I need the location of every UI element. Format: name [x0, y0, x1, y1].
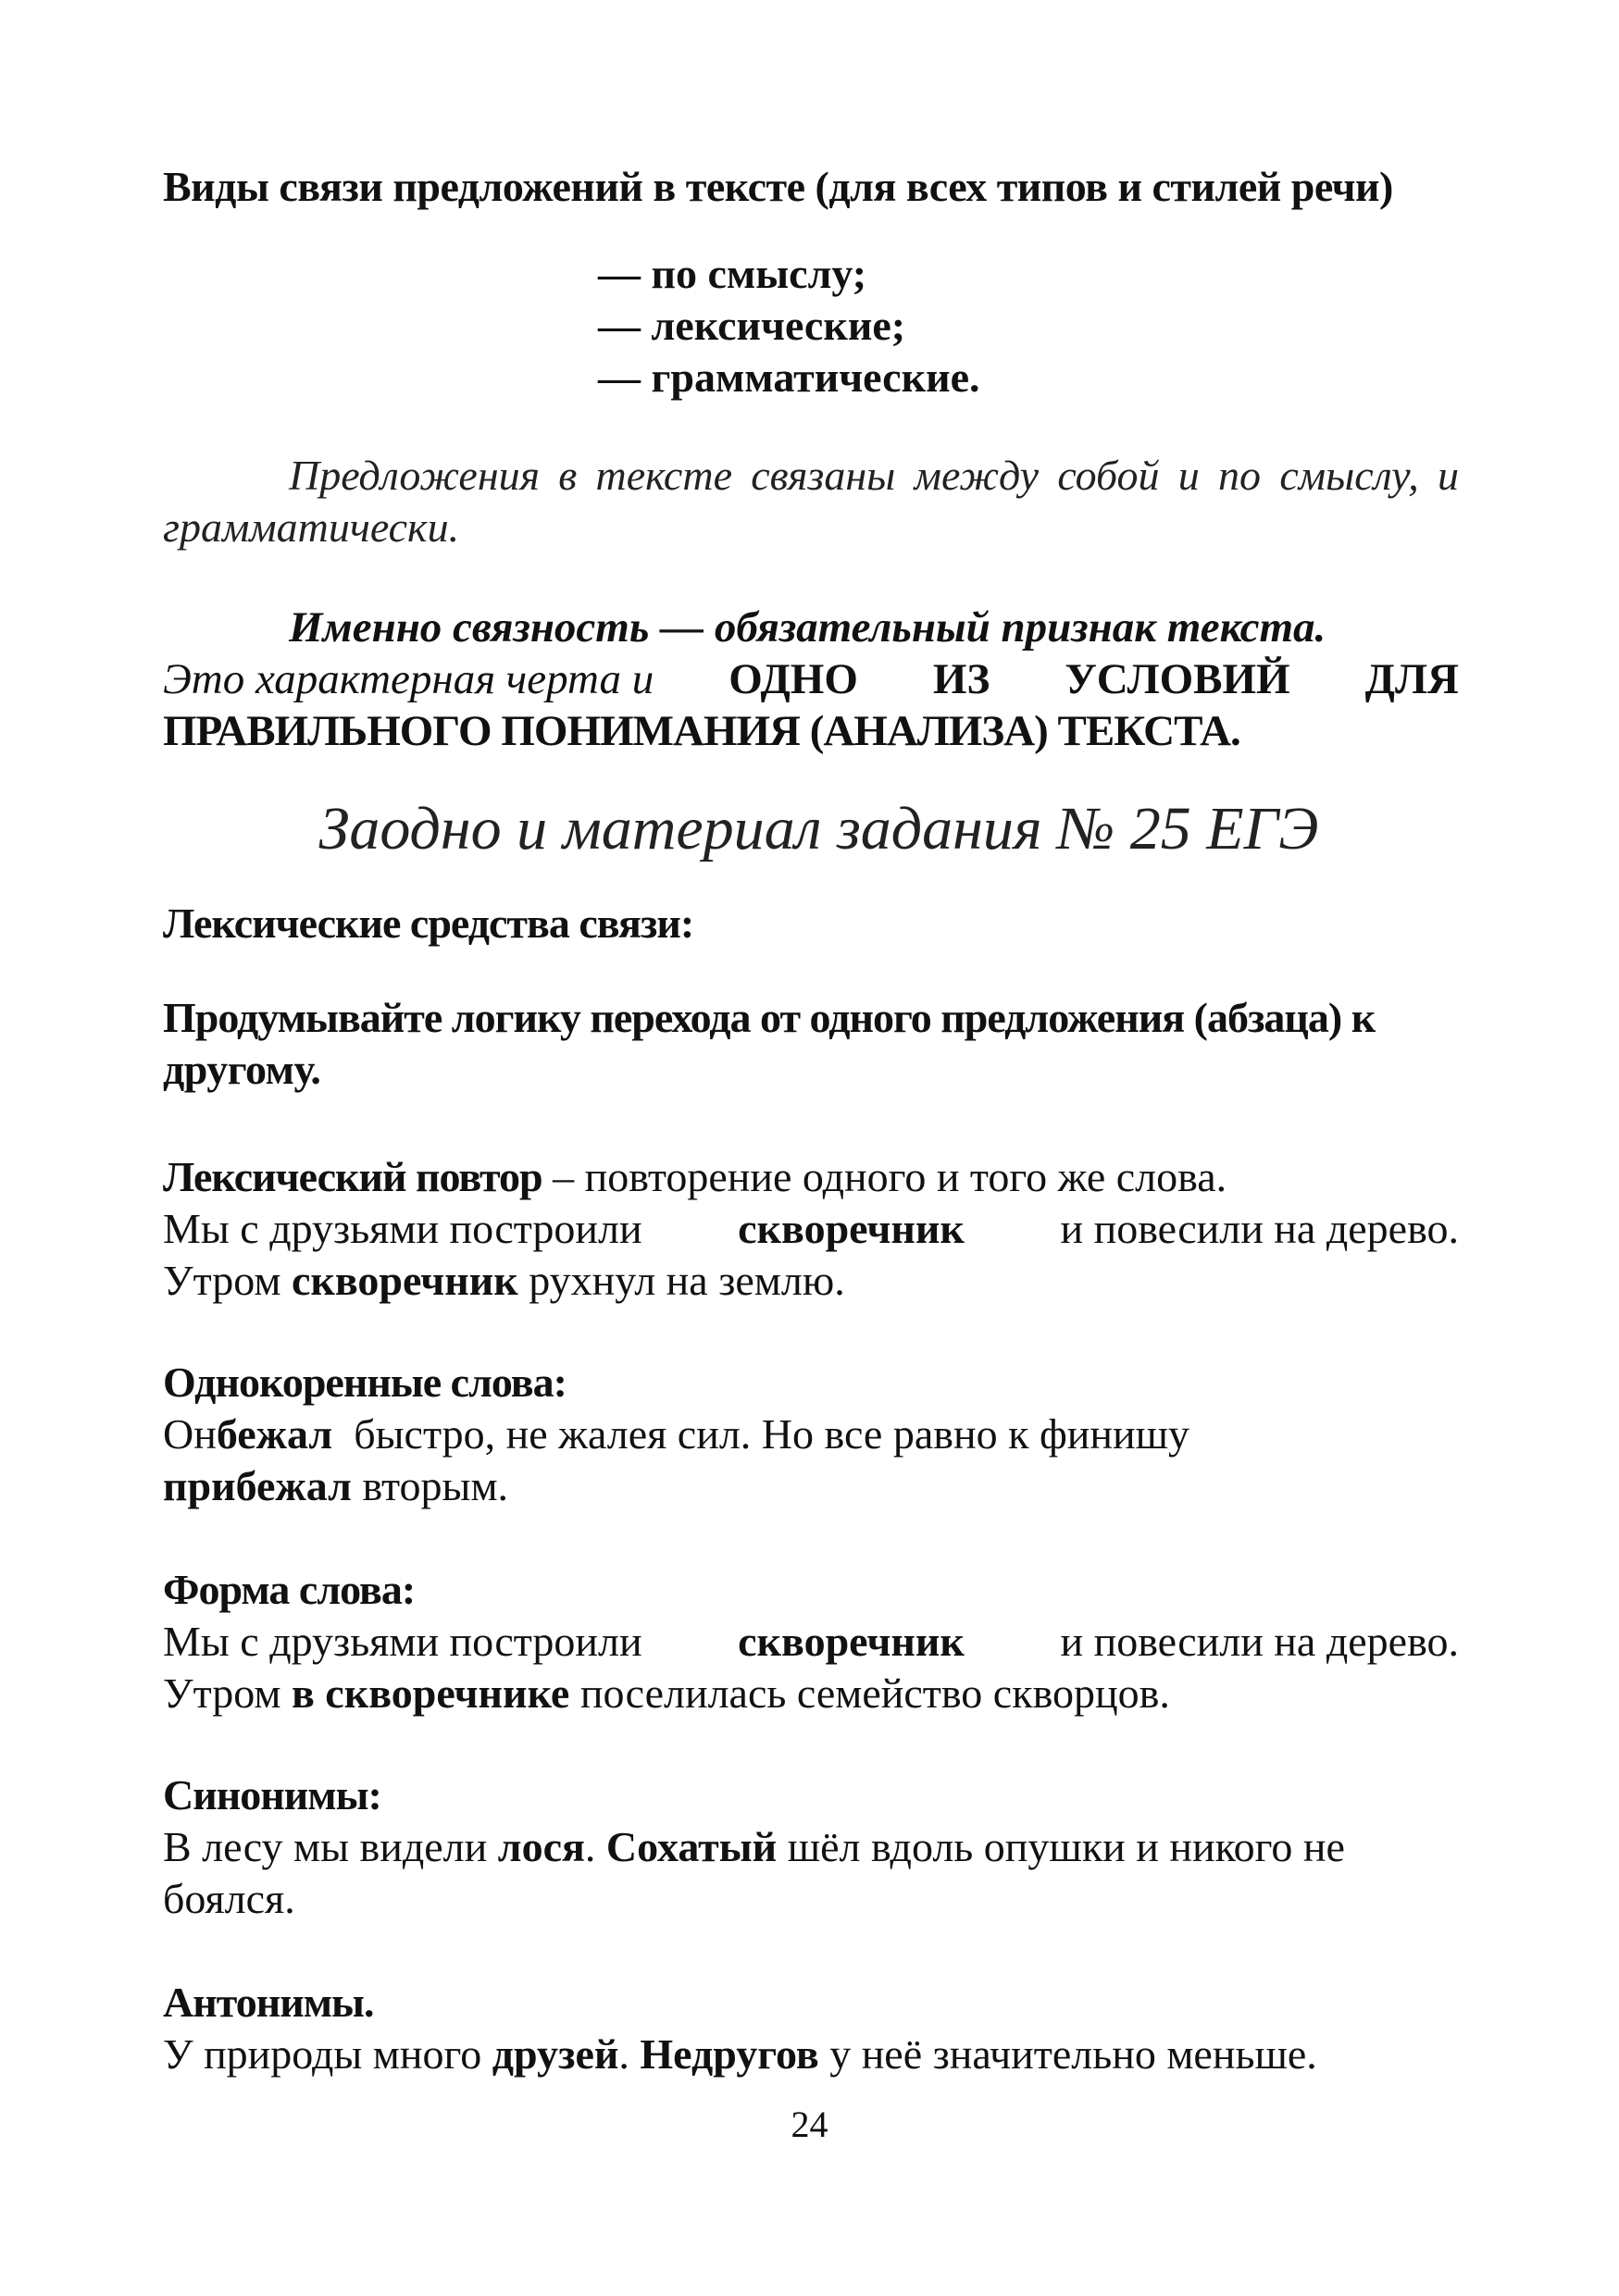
highlight-word: лося: [497, 1823, 585, 1870]
lexical-means-title: Лексические средства связи:: [163, 900, 694, 947]
list-item: — лексические;: [598, 302, 906, 349]
coherence-statement: Именно связность — обязательный признак текста.: [289, 603, 1326, 652]
logic-line-2: другому.: [163, 1046, 321, 1093]
logic-line-1: Продумывайте логику перехода от одного предложения (абзаца) к: [163, 994, 1376, 1041]
example-line: Утром скворечник рухнул на землю.: [163, 1257, 845, 1304]
example-line: Утром в скворечнике поселилась семейство скворцов.: [163, 1669, 1170, 1717]
caps-word: ИЗ: [932, 655, 990, 703]
example-line: У природы много друзей. Недругов у неё значительно меньше.: [163, 2030, 1317, 2078]
coherence-line-2: [163, 653, 1459, 705]
section-title: Однокоренные слова:: [163, 1359, 567, 1406]
highlight-word: в скворечнике: [291, 1669, 570, 1717]
section-lexical-repeat: [163, 1151, 1459, 1307]
coherence-line-3: ПРАВИЛЬНОГО ПОНИМАНИЯ (АНАЛИЗА) ТЕКСТА.: [163, 707, 1240, 755]
example-line: прибежал вторым.: [163, 1462, 509, 1509]
highlight-word: скворечник: [738, 1618, 965, 1665]
caps-word: ОДНО: [729, 655, 858, 703]
highlight-word: бежал: [216, 1410, 333, 1458]
section-word-form: [163, 1564, 1459, 1719]
definition: – повторение одного и того же слова.: [542, 1153, 1227, 1200]
highlight-word: Сохатый: [605, 1823, 778, 1870]
example-line: боялся.: [163, 1875, 295, 1922]
page-heading: Виды связи предложений в тексте (для всех типов и стилей речи): [163, 163, 1393, 210]
term: Лексический повтор: [163, 1153, 542, 1200]
example-line: Мы с друзьями построили скворечник и повесили на дерево.: [163, 1203, 1459, 1255]
highlight-word: друзей: [492, 2030, 619, 2078]
italic-phrase: Это характерная черта и: [163, 655, 654, 703]
example-line: В лесу мы видели лося. Сохатый шёл вдоль опушки и никого не: [163, 1823, 1345, 1870]
section-title: Антонимы.: [163, 1979, 374, 2026]
page-number: 24: [791, 2104, 828, 2145]
intro-paragraph: Предложения в тексте связаны между собой и по смыслу, и грамматически.: [163, 452, 1459, 551]
highlight-word: Недругов: [640, 2030, 819, 2078]
section-title: Синонимы:: [163, 1771, 381, 1818]
list-item: — грамматические.: [598, 354, 980, 401]
highlight-word: скворечник: [738, 1205, 965, 1252]
example-line: Мы с друзьями построили скворечник и повесили на дерево.: [163, 1616, 1459, 1668]
coherence-paragraph: [163, 602, 1459, 757]
list-item: — по смыслу;: [598, 250, 867, 297]
highlight-word: прибежал: [163, 1462, 352, 1509]
caps-word: ДЛЯ: [1364, 655, 1459, 703]
task-title: Заодно и материал задания № 25 ЕГЭ: [318, 795, 1319, 863]
section-title: Форма слова:: [163, 1566, 416, 1613]
section-synonyms: [163, 1769, 1459, 1925]
section-cognates: [163, 1357, 1459, 1512]
example-line: Он бежал быстро, не жалея сил. Но все равно к финишу: [163, 1409, 1459, 1460]
highlight-word: скворечник: [291, 1257, 518, 1304]
section-antonyms: [163, 1977, 1459, 2080]
logic-advice: [163, 992, 1459, 1096]
caps-word: УСЛОВИЙ: [1065, 655, 1290, 703]
connection-types-list: [598, 248, 980, 403]
